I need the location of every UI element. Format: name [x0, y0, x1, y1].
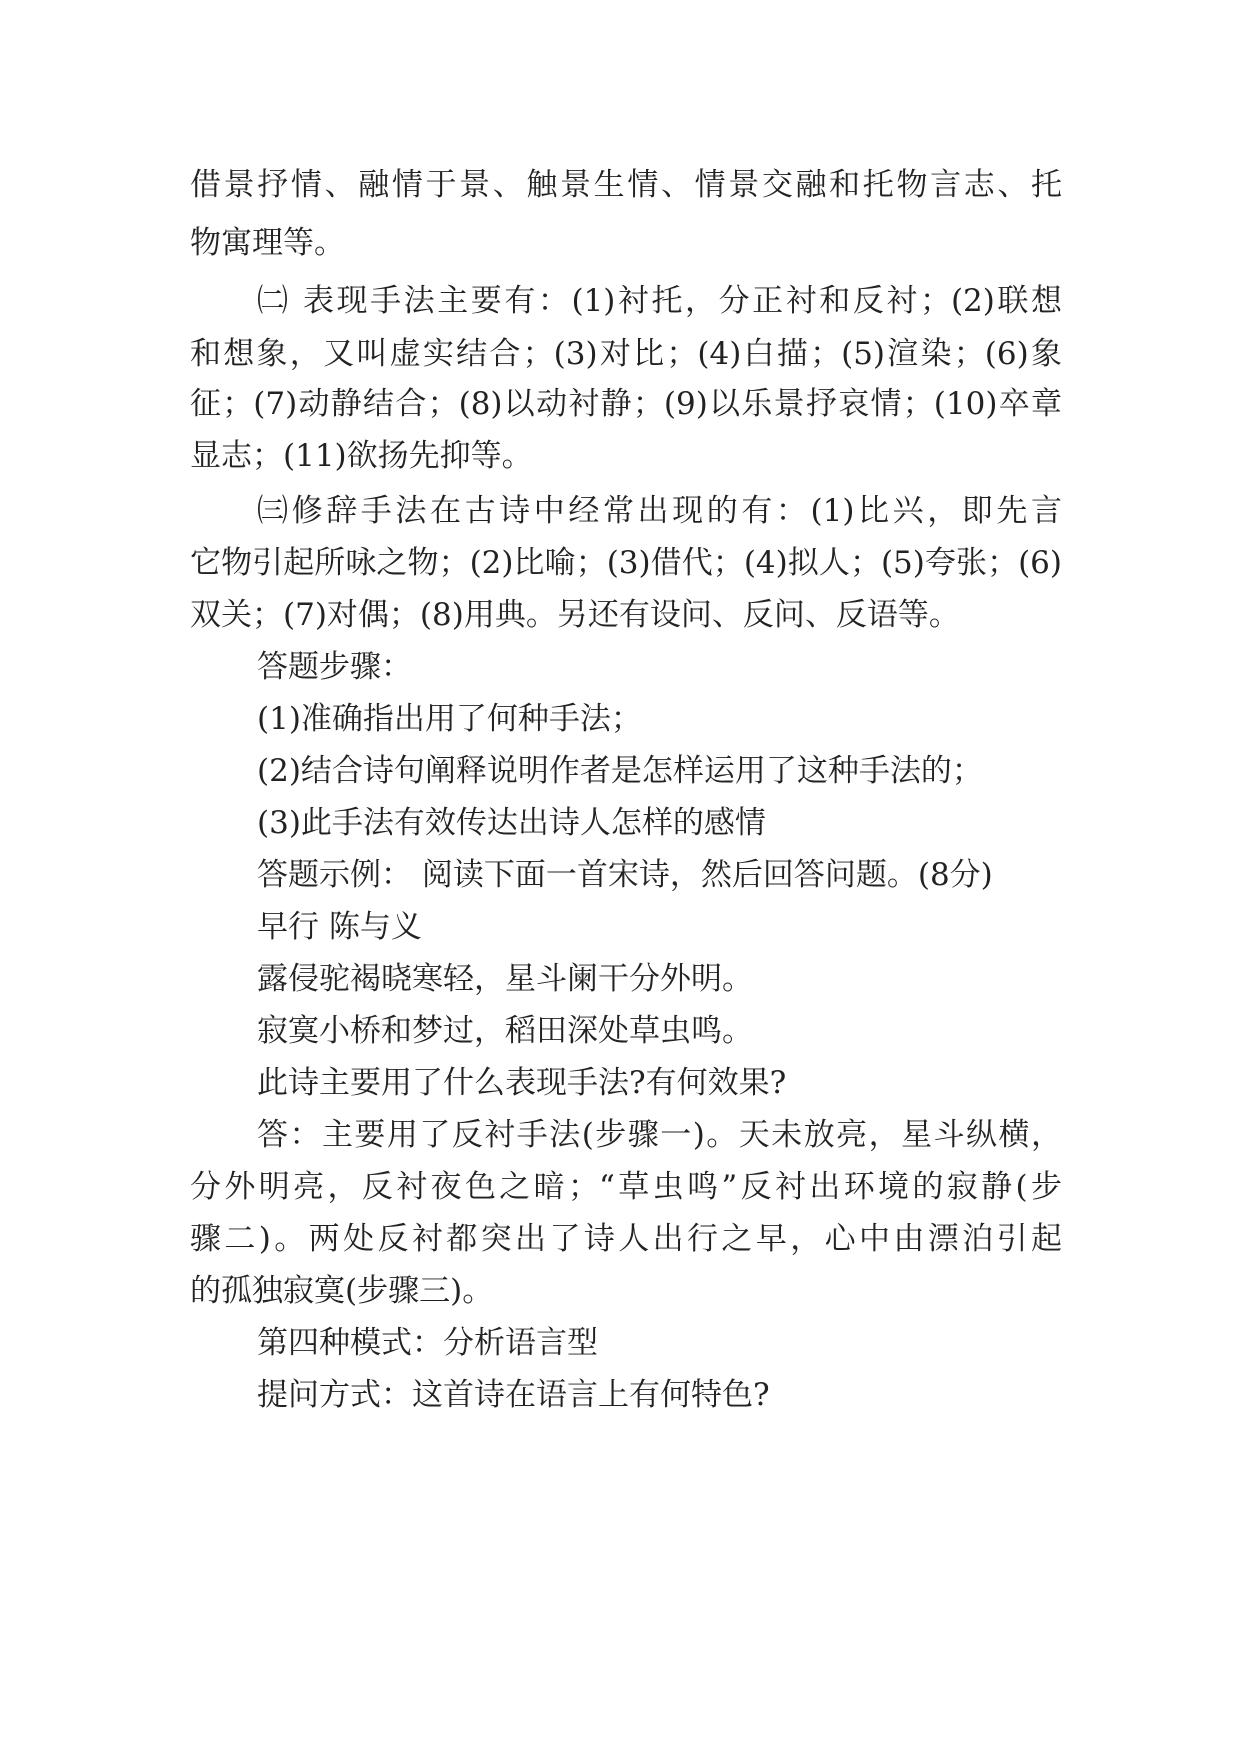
body-text-line: 借景抒情、融情于景、触景生情、情景交融和托物言志、托	[190, 167, 1062, 203]
body-text-line: 露侵驼褐晓寒轻，星斗阑干分外明。	[257, 961, 753, 997]
body-text-line: 提问方式：这首诗在语言上有何特色?	[257, 1377, 770, 1413]
body-text-line: 答：主要用了反衬手法(步骤一)。天未放亮，星斗纵横，	[257, 1117, 1062, 1153]
body-text-line: 的孤独寂寞(步骤三)。	[190, 1273, 494, 1309]
body-text-line: (3)此手法有效传达出诗人怎样的感情	[257, 805, 766, 841]
body-text-line: (2)结合诗句阐释说明作者是怎样运用了这种手法的；	[257, 753, 983, 789]
body-text-line: 答题步骤：	[257, 649, 412, 685]
body-text-line: 双关；(7)对偶；(8)用典。另还有设问、反问、反语等。	[190, 597, 960, 633]
body-text-line: 显志；(11)欲扬先抑等。	[190, 438, 533, 474]
body-text-line: 和想象，又叫虚实结合；(3)对比；(4)白描；(5)渲染；(6)象	[190, 336, 1062, 372]
body-text-line: (1)准确指出用了何种手法；	[257, 701, 642, 737]
body-text-line: 物寓理等。	[190, 225, 345, 261]
body-text-line: 早行 陈与义	[257, 909, 422, 945]
body-text-line: 它物引起所咏之物；(2)比喻；(3)借代；(4)拟人；(5)夸张；(6)	[190, 545, 1062, 581]
body-text-line: 答题示例： 阅读下面一首宋诗，然后回答问题。(8分)	[257, 857, 993, 893]
body-text-line: ㈢修辞手法在古诗中经常出现的有：(1)比兴，即先言	[257, 493, 1062, 529]
body-text-line: 分外明亮，反衬夜色之暗；“草虫鸣”反衬出环境的寂静(步	[190, 1169, 1062, 1205]
body-text-line: 征；(7)动静结合；(8)以动衬静；(9)以乐景抒哀情；(10)卒章	[190, 386, 1062, 422]
body-text-line: 此诗主要用了什么表现手法?有何效果?	[257, 1065, 787, 1101]
body-text-line: 骤二)。两处反衬都突出了诗人出行之早，心中由漂泊引起	[190, 1221, 1062, 1257]
body-text-line: 第四种模式：分析语言型	[257, 1325, 598, 1361]
body-text-line: 寂寞小桥和梦过，稻田深处草虫鸣。	[257, 1013, 753, 1049]
body-text-line: ㈡ 表现手法主要有：(1)衬托，分正衬和反衬；(2)联想	[257, 283, 1062, 319]
